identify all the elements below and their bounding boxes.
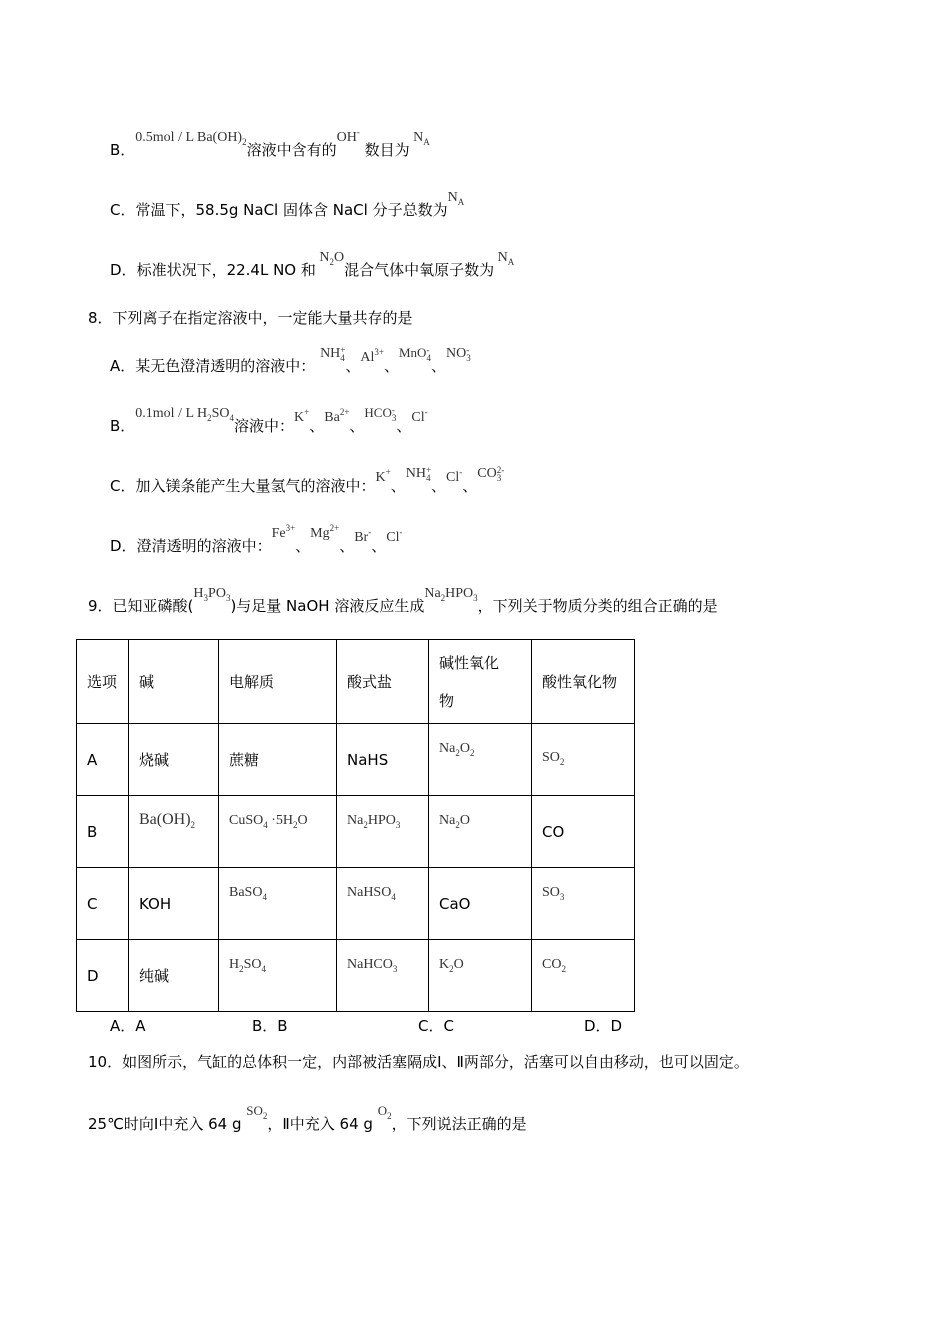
formula-oh: OH- (336, 127, 360, 145)
ion-ba: $Ba^{2+}$ (324, 407, 350, 425)
option-letter: D． (110, 261, 137, 279)
ion-co3: CO 2- 3 (477, 464, 505, 483)
ion-mg: $Mg^{2+}$ (310, 523, 340, 541)
option-letter: C． (110, 201, 136, 219)
formula-h2so4: 0.1mol / L $H_2SO_4$ (135, 406, 235, 423)
ion-cl: Cl- (411, 407, 428, 425)
formula-n2o: $N_2O$ (319, 250, 345, 267)
formula-h3po3: $H_3PO_3$ (193, 586, 231, 603)
formula-na: $N_A$ (497, 250, 515, 267)
ion-cl: Cl- (386, 527, 403, 545)
ion-k: K+ (375, 467, 391, 485)
option-letter: B． (110, 141, 136, 159)
ion-k: K+ (294, 407, 310, 425)
table-header-row: 选项 碱 电解质 酸式盐 碱性氧化 物 酸性氧化物 (77, 640, 635, 724)
ion-nh4: NH + 4 (405, 464, 432, 483)
table-row: C KOH BaSO$_4$ NaHSO$_4$ CaO $SO_3$ (77, 868, 635, 940)
formula-so2: $SO_2$ (246, 1103, 268, 1121)
formula-na2hpo3: $Na_2HPO_3$ (424, 586, 478, 603)
answer-c[interactable]: C．C (418, 1017, 454, 1035)
ion-al: $Al^{3+}$ (360, 347, 384, 365)
q7-option-c[interactable]: C．常温下，58.5g NaCl 固体含 NaCl 分子总数为$N_A$ (110, 190, 465, 219)
answer-d[interactable]: D．D (584, 1017, 623, 1035)
formula-o2: $O_2$ (377, 1103, 392, 1121)
ion-cl: Cl- (446, 467, 463, 485)
table-row: D 纯碱 $H_2SO_4$ NaHCO$_3$ $K_2O$ $CO_2$ (77, 940, 635, 1012)
q8-option-c[interactable]: C．加入镁条能产生大量氢气的溶液中：K+、NH + 4 、Cl-、CO 2- 3 (110, 464, 505, 495)
q8-stem: 8．下列离子在指定溶液中，一定能大量共存的是 (88, 309, 413, 327)
q10-stem-line2: 25℃时向Ⅰ中充入 64 g $SO_2$，Ⅱ中充入 64 g $O_2$，下列说法正确的是 (88, 1103, 527, 1133)
ion-fe: $Fe^{3+}$ (271, 523, 296, 541)
q8-option-b[interactable]: B．0.1mol / L $H_2SO_4$溶液中：K+、$Ba^{2+}$、HCO - 3 、Cl- (110, 405, 428, 435)
formula-na: $N_A$ (447, 190, 465, 207)
ion-no3: NO - 3 (445, 344, 471, 363)
q8-option-d[interactable]: D．澄清透明的溶液中：$Fe^{3+}$、$Mg^{2+}$、Br-、Cl- (110, 523, 403, 555)
answer-b[interactable]: B．B (252, 1017, 288, 1035)
table-row: A 烧碱 蔗糖 NaHS $Na_2O_2$ $SO_2$ (77, 724, 635, 796)
table-row: B $Ba(OH)_2$ CuSO$_4$ $\cdot 5H_2O$ $Na_2HPO_3$ $Na_2O$ CO (77, 796, 635, 868)
q10-stem-line1: 10．如图所示，气缸的总体积一定，内部被活塞隔成Ⅰ、Ⅱ两部分，活塞可以自由移动，也可以固定。 (88, 1053, 749, 1071)
q9-stem: 9．已知亚磷酸$(H_3PO_3)$与足量 NaOH 溶液反应生成$Na_2HPO_3$，下列关于物质分类的组合正确的是 (88, 586, 718, 615)
ion-mno4: MnO - 4 (398, 345, 431, 364)
formula: 0.5mol / L $Ba(OH)_2$ (135, 130, 247, 147)
q7-option-b[interactable]: B．0.5mol / L $Ba(OH)_2$溶液中含有的OH- 数目为 $N_A$ (110, 127, 430, 159)
ion-br: Br- (354, 527, 372, 545)
ion-hco3: HCO - 3 (364, 405, 397, 424)
ion-nh4: NH + 4 (320, 344, 346, 363)
formula-na: $N_A$ (413, 130, 430, 147)
answer-a[interactable]: A．A (110, 1017, 146, 1035)
q7-option-d[interactable]: D．标准状况下，22.4L NO 和 $N_2O$混合气体中氧原子数为 $N_A$ (110, 250, 515, 279)
classification-table (76, 639, 635, 1012)
q8-option-a[interactable]: A．某无色澄清透明的溶液中： NH + 4 、$Al^{3+}$、MnO - 4 、NO - 3 (110, 344, 471, 375)
